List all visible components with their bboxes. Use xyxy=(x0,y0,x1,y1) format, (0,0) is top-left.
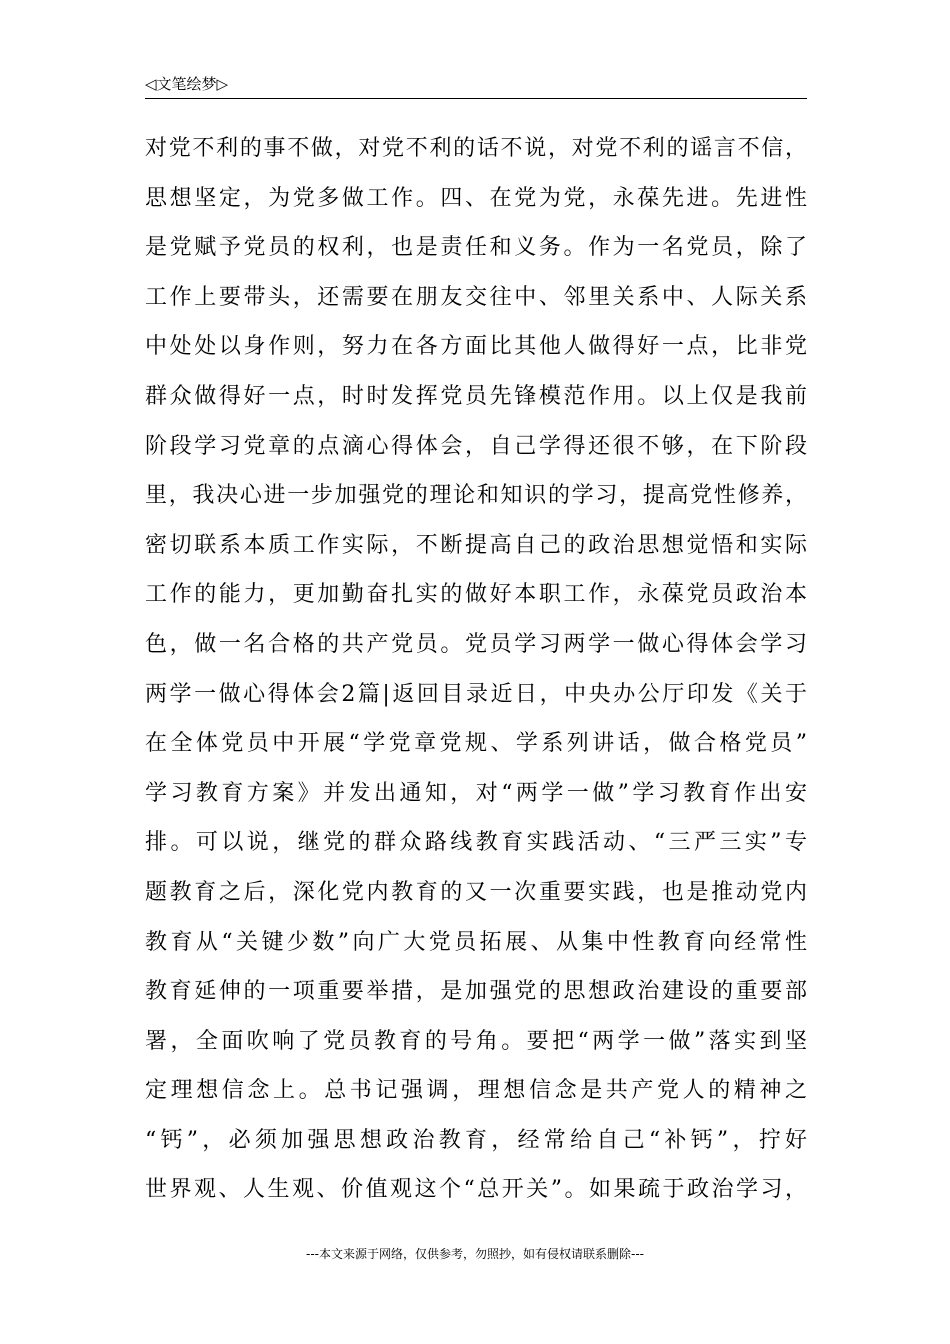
body-line: 署，全面吹响了党员教育的号角。要把“两学一做”落实到坚 xyxy=(145,1028,807,1054)
body-line: 里，我决心进一步加强党的理论和知识的学习，提高党性修养， xyxy=(145,483,807,509)
body-line: 学习教育方案》并发出通知，对“两学一做”学习教育作出安 xyxy=(145,780,807,806)
page-footer: ---本文来源于网络，仅供参考，勿照抄，如有侵权请联系删除--- xyxy=(306,1247,644,1261)
body-line: “钙”，必须加强思想政治教育，经常给自己“补钙”，拧好 xyxy=(145,1127,807,1153)
body-line: 密切联系本质工作实际，不断提高自己的政治思想觉悟和实际 xyxy=(145,532,807,558)
body-line: 定理想信念上。总书记强调，理想信念是共产党人的精神之 xyxy=(145,1078,807,1104)
header-title: ◁文笔绘梦▷ xyxy=(145,75,229,93)
body-line: 群众做得好一点，时时发挥党员先锋模范作用。以上仅是我前 xyxy=(145,383,807,409)
body-line: 题教育之后，深化党内教育的又一次重要实践，也是推动党内 xyxy=(145,879,807,905)
body-line: 世界观、人生观、价值观这个“总开关”。如果疏于政治学习， xyxy=(145,1177,807,1203)
body-line: 两学一做心得体会2篇|返回目录近日，中央办公厅印发《关于 xyxy=(145,681,807,707)
body-line: 教育延伸的一项重要举措，是加强党的思想政治建设的重要部 xyxy=(145,979,807,1005)
body-line: 教育从“关键少数”向广大党员拓展、从集中性教育向经常性 xyxy=(145,929,807,955)
body-line: 中处处以身作则，努力在各方面比其他人做得好一点，比非党 xyxy=(145,334,807,360)
body-line: 是党赋予党员的权利，也是责任和义务。作为一名党员，除了 xyxy=(145,235,807,261)
body-line: 色，做一名合格的共产党员。党员学习两学一做心得体会学习 xyxy=(145,631,807,657)
body-line: 对党不利的事不做，对党不利的话不说，对党不利的谣言不信， xyxy=(145,136,807,161)
page-header xyxy=(145,72,807,99)
body-line: 阶段学习党章的点滴心得体会，自己学得还很不够，在下阶段 xyxy=(145,433,807,459)
body-line: 在全体党员中开展“学党章党规、学系列讲话，做合格党员” xyxy=(145,731,807,757)
document-body xyxy=(145,124,807,1215)
body-line: 工作上要带头，还需要在朋友交往中、邻里关系中、人际关系 xyxy=(145,284,807,310)
body-line: 工作的能力，更加勤奋扎实的做好本职工作，永葆党员政治本 xyxy=(145,582,807,608)
body-line: 思想坚定，为党多做工作。四、在党为党，永葆先进。先进性 xyxy=(145,185,807,211)
body-line: 排。可以说，继党的群众路线教育实践活动、“三严三实”专 xyxy=(145,830,807,856)
